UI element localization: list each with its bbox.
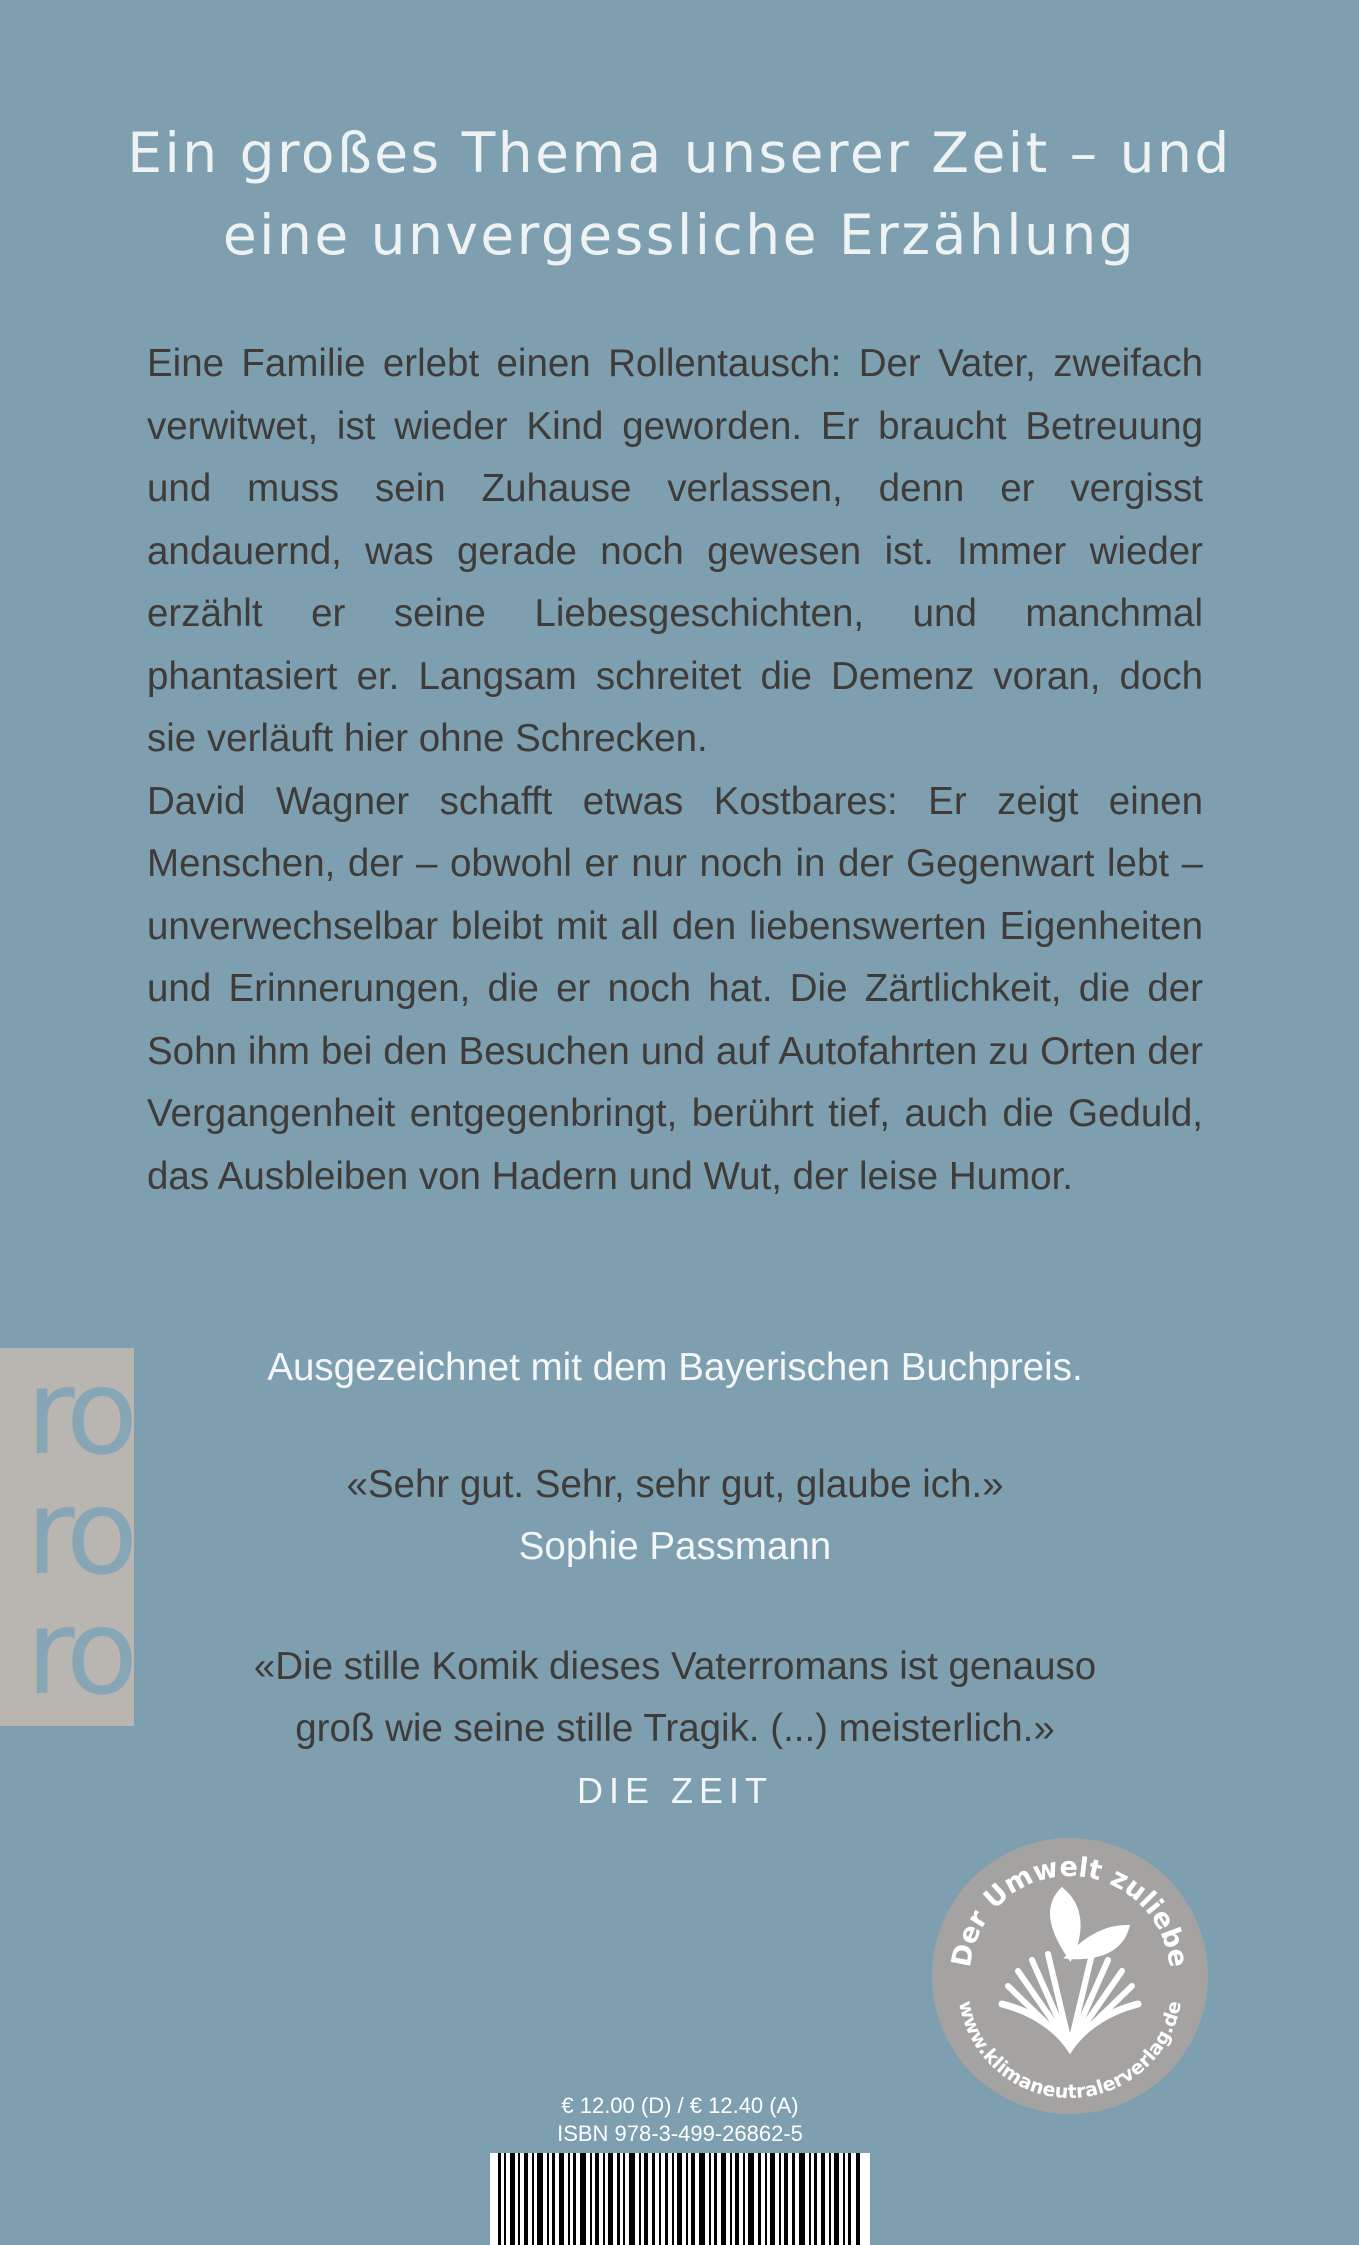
headline bbox=[100, 112, 1259, 276]
blurb-text bbox=[147, 333, 1203, 1208]
climate-neutral-seal bbox=[930, 1836, 1210, 2116]
blurb-paragraph-1: Eine Familie erlebt einen Rollentausch: Der Vater, zweifach verwitwet, ist wieder Kind geworden. Er braucht Betreuung und muss sein Zuhause verlassen, denn er vergisst andauernd, was gerade noch gewesen ist. Immer wieder erzählt er seine Liebesgeschichten, und manchmal phantasiert er. Langsam schreitet die Demenz voran, doch sie verläuft hier ohne Schrecken. bbox=[147, 342, 1203, 760]
rororo-logo bbox=[0, 1348, 134, 1726]
seal-bottom-text: www.klimaneutralerverlag.de bbox=[954, 1998, 1186, 2104]
logo-line-2: ro bbox=[26, 1463, 133, 1601]
quote-source: Sophie Passmann bbox=[518, 1525, 832, 1568]
review-quote-1 bbox=[147, 1454, 1203, 1578]
isbn: ISBN 978-3-499-26862-5 bbox=[557, 2121, 803, 2146]
barcode bbox=[490, 2153, 870, 2245]
price: € 12.00 (D) / € 12.40 (A) bbox=[561, 2093, 799, 2118]
review-quote-2 bbox=[147, 1636, 1203, 1822]
quote-text-line-1: «Die stille Komik dieses Vaterromans ist genauso bbox=[253, 1645, 1097, 1688]
quote-text-line-2: groß wie seine stille Tragik. (...) meisterlich.» bbox=[295, 1707, 1055, 1750]
blurb-paragraph-2: David Wagner schafft etwas Kostbares: Er zeigt einen Menschen, der – obwohl er nur noch in der Gegenwart lebt – unverwechselbar bleibt mit all den liebenswerten Eigenheiten und Erinnerungen, die er noch hat. Die Zärtlichkeit, die der Sohn ihm bei den Besuchen und auf Autofahrten zu Orten der Vergangenheit entgegenbringt, berührt tief, auch die Geduld, das Ausbleiben von Hadern und Wut, der leise Humor. bbox=[147, 779, 1203, 1198]
headline-line-2: eine unvergessliche Erzählung bbox=[222, 203, 1137, 267]
quote-source: DIE ZEIT bbox=[576, 1770, 773, 1811]
seal-top-text: Der Umwelt zuliebe bbox=[946, 1851, 1194, 1970]
award-note: Ausgezeichnet mit dem Bayerischen Buchpreis. bbox=[267, 1346, 1083, 1389]
logo-line-1: ro bbox=[26, 1348, 133, 1481]
quote-text: «Sehr gut. Sehr, sehr gut, glaube ich.» bbox=[346, 1463, 1004, 1506]
headline-line-1: Ein großes Thema unserer Zeit – und bbox=[127, 121, 1232, 185]
logo-line-3: ro bbox=[26, 1583, 133, 1721]
price-info bbox=[500, 2092, 860, 2148]
